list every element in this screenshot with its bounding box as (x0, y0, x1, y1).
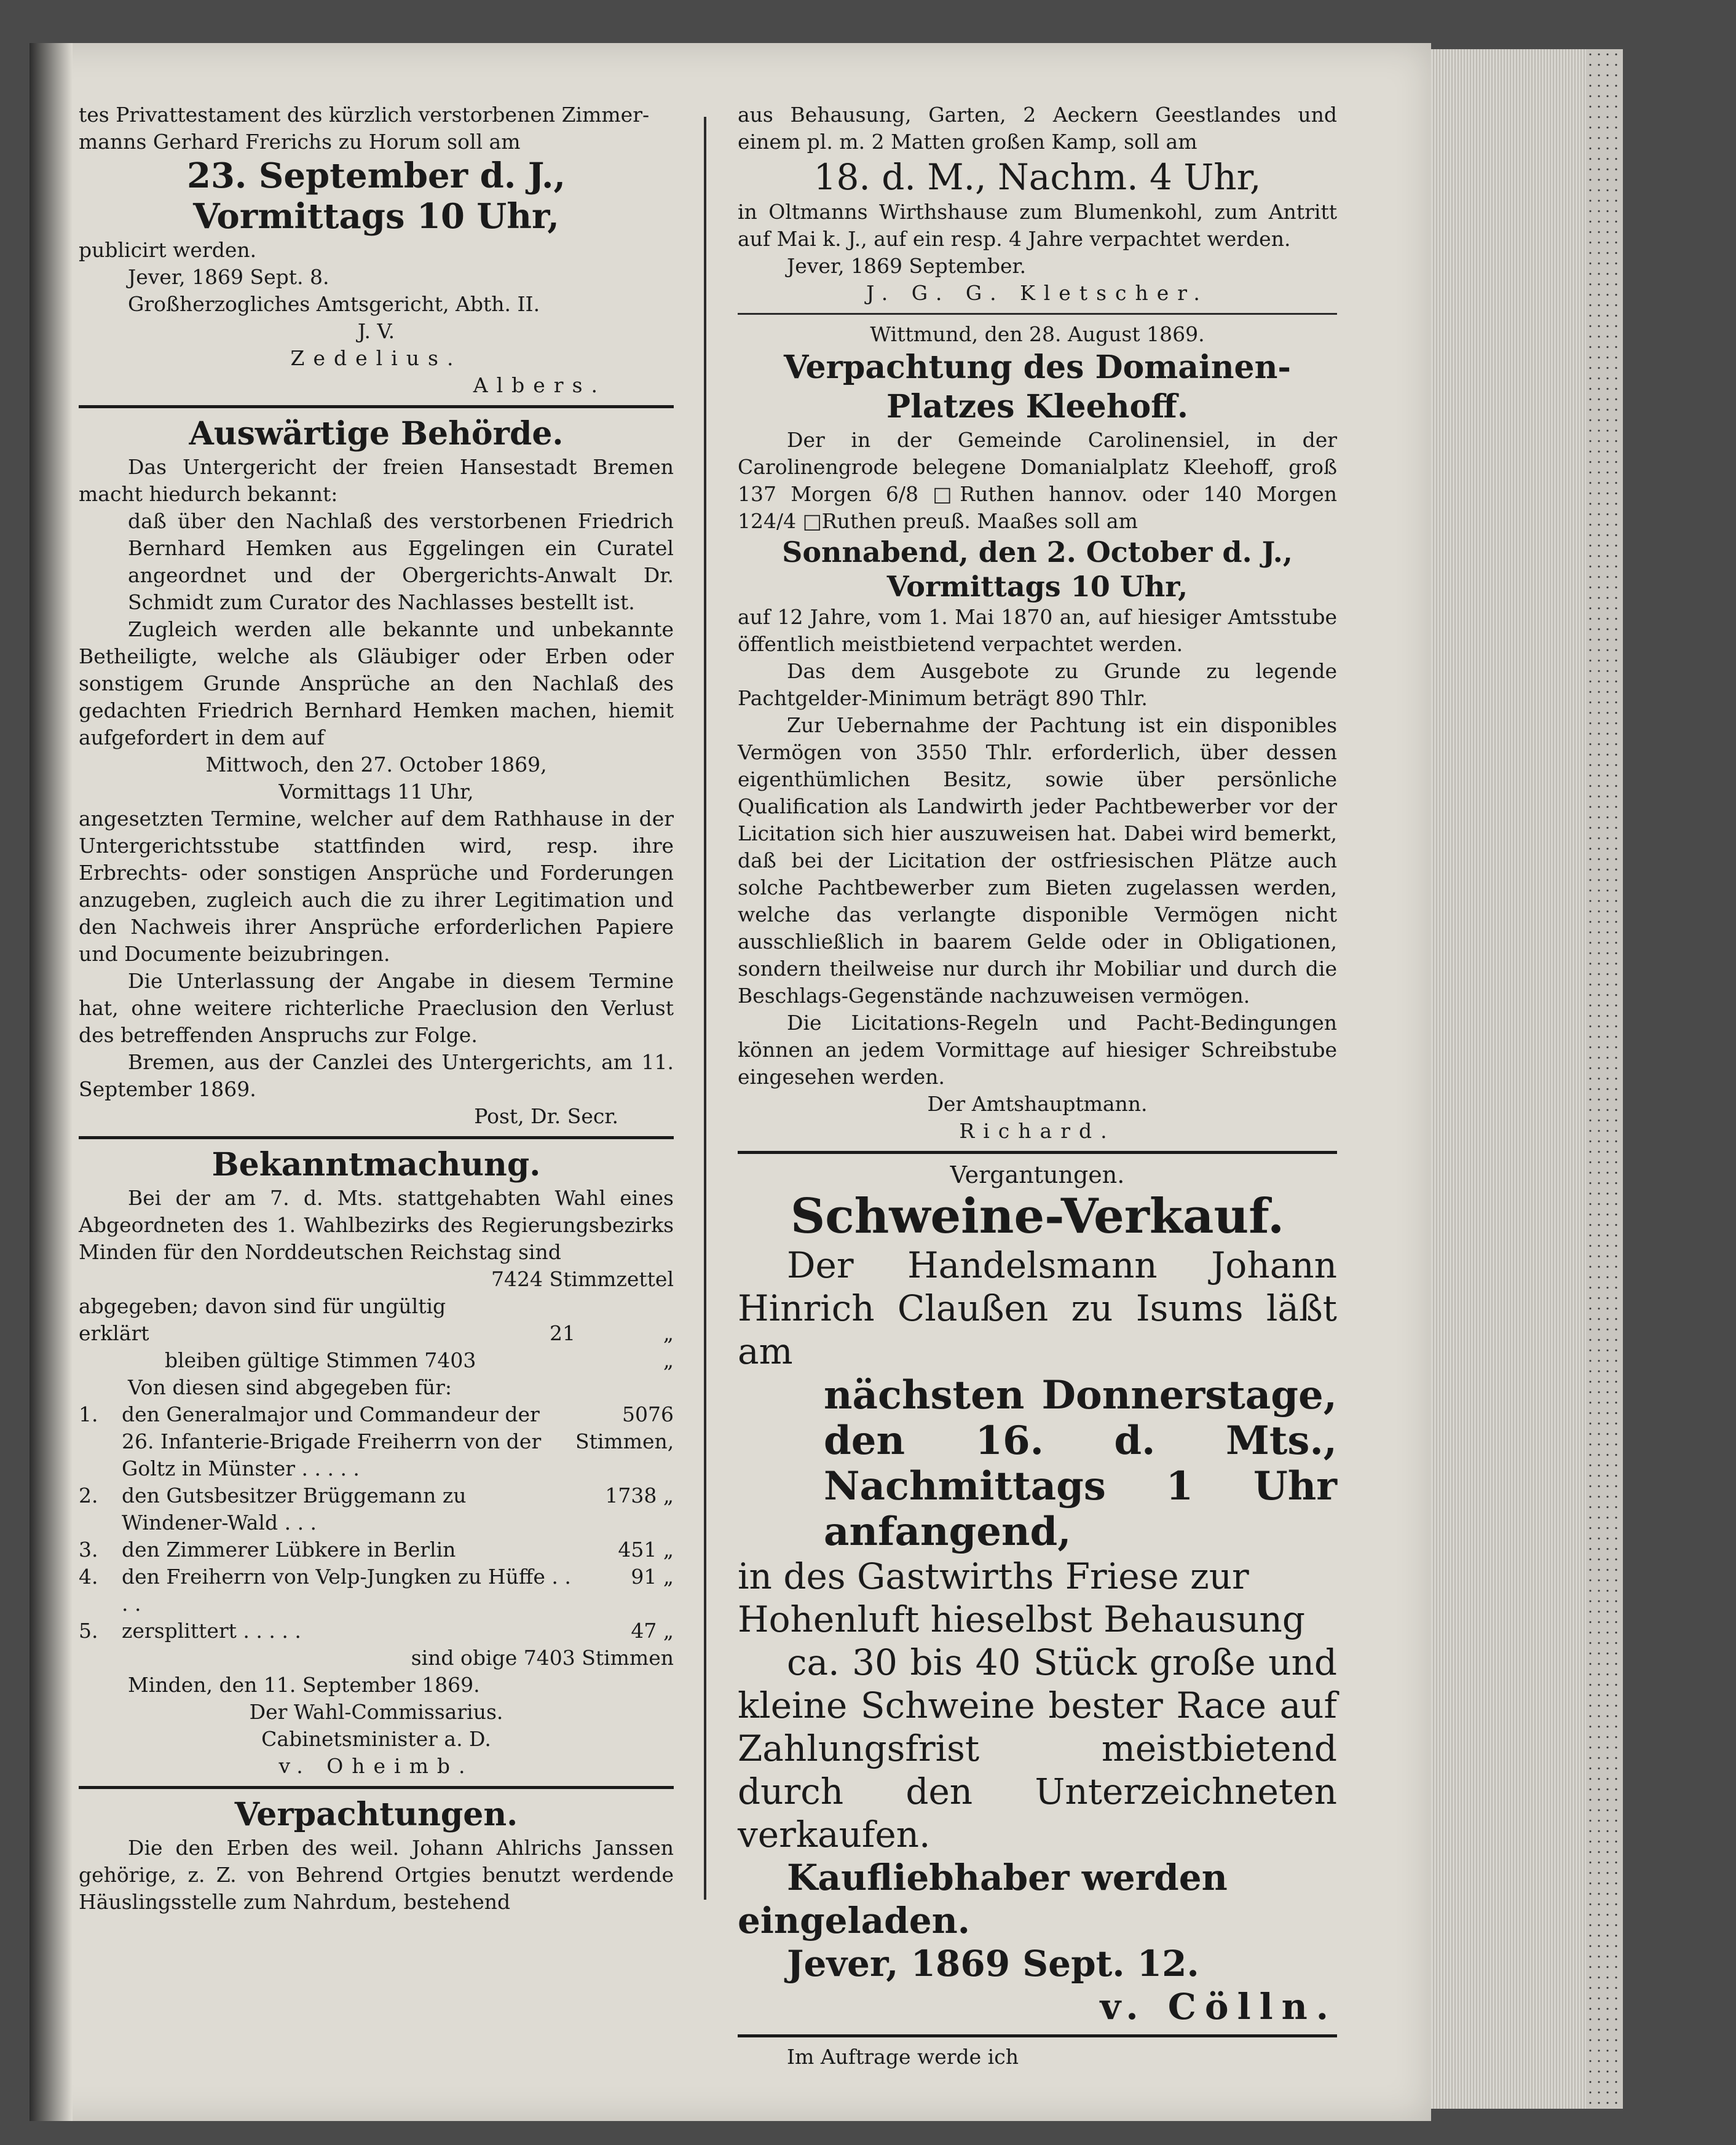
section-rule (738, 313, 1337, 315)
notice-date: nächsten Donnerstage, den 16. d. Mts., Nachmittags 1 Uhr anfangend, (824, 1372, 1337, 1555)
signature: J. G. G. Kletscher. (866, 281, 1209, 305)
vote-number: 1. (79, 1402, 98, 1426)
vote-list (79, 1401, 674, 1645)
notice-commission (738, 2044, 1337, 2071)
paragraph: Die den Erben des weil. Johann Ahlrichs Janssen gehörige, z. Z. von Behrend Ortgies benutzt werdende Häuslingsstelle zum Nahrdum, bestehend (79, 1836, 674, 1914)
right-column (738, 101, 1337, 2071)
vote-number: 4. (79, 1565, 98, 1589)
place-date: Jever, 1869 Sept. 8. (128, 265, 329, 289)
notice-bremen (79, 414, 674, 1130)
title: Cabinetsminister a. D. (261, 1727, 491, 1751)
vote-count: 47 „ (631, 1619, 674, 1643)
vote-candidate: den Freiherrn von Velp-Jungken zu Hüffe . . . . (122, 1565, 571, 1616)
section-heading: Auswärtige Behörde. (189, 415, 564, 452)
section-rule (738, 1151, 1337, 1154)
notice-time: Vormittags 10 Uhr, (886, 570, 1188, 603)
text-line: Von diesen sind abgegeben für: (128, 1375, 452, 1399)
paragraph: Bei der am 7. d. Mts. stattgehabten Wahl eines Abgeordneten des 1. Wahlbezirks des Regierungsbezirks Minden für den Norddeutschen Reichstag sind (79, 1186, 674, 1264)
notice-horum-lease (738, 101, 1337, 307)
paragraph: Die Unterlassung der Angabe in diesem Termine hat, ohne weitere richterliche Praeclusion den Verlust des betreffenden Anspruchs zur Folge. (79, 969, 674, 1047)
court-name: Großherzogliches Amtsgericht, Abth. II. (128, 292, 540, 316)
section-rule (79, 405, 674, 408)
ditto: „ (663, 1321, 674, 1345)
paragraph: daß über den Nachlaß des verstorbenen Friedrich Bernhard Hemken aus Eggelingen ein Curatel angeordnet und der Obergerichts-Anwalt Dr. Schmidt zum Curator des Nachlasses bestellt ist. (128, 509, 674, 614)
notice-date: Sonnabend, den 2. October d. J., (782, 535, 1293, 569)
section-rule (79, 1786, 674, 1789)
office: Der Wahl-Commissarius. (249, 1700, 503, 1724)
notice-date: 23. September d. J., (187, 156, 566, 196)
paragraph: Das dem Ausgebote zu Grunde zu legende Pachtgelder-Minimum beträgt 890 Thlr. (738, 659, 1337, 710)
paragraph: Im Auftrage werde ich (787, 2045, 1019, 2069)
paragraph: Das Untergericht der freien Hansestadt Bremen macht hiedurch bekannt: (79, 455, 674, 506)
vote-number: 3. (79, 1538, 98, 1562)
paragraph: in Oltmanns Wirthshause zum Blumenkohl, zum Antritt auf Mai k. J., auf ein resp. 4 Jahre verpachtet werden. (738, 200, 1337, 251)
vote-candidate: den Generalmajor und Commandeur der 26. Infanterie-Brigade Freiherrn von der Goltz in Münster . . . . . (122, 1402, 542, 1480)
vote-row (79, 1536, 674, 1563)
text-line: manns Gerhard Frerichs zu Horum soll am (79, 130, 521, 154)
paragraph: Kaufliebhaber werden eingeladen. (738, 1857, 1228, 1942)
notice-election (79, 1145, 674, 1780)
paragraph: Zugleich werden alle bekannte und unbekannte Betheiligte, welche als Gläubiger oder Erben oder sonstigem Grunde Ansprüche an den Nachlaß des gedachten Friedrich Bernhard Hemken machen, hiemit aufgefordert in dem auf (79, 617, 674, 749)
vote-number: 2. (79, 1483, 98, 1507)
vote-row (79, 1618, 674, 1645)
paragraph: auf 12 Jahre, vom 1. Mai 1870 an, auf hiesiger Amtsstube öffentlich meistbietend verpachtet werden. (738, 605, 1337, 656)
text-line: tes Privattestament des kürzlich verstorbenen Zimmer- (79, 103, 650, 127)
paragraph: Bremen, aus der Canzlei des Untergerichts, am 11. September 1869. (79, 1050, 674, 1101)
text-line: publicirt werden. (79, 238, 257, 262)
signature: Zedelius. (290, 346, 462, 370)
notice-kleehoff (738, 321, 1337, 1145)
valid-row (79, 1347, 674, 1374)
total-ballots: 7424 Stimmzettel (491, 1267, 674, 1291)
vote-row (79, 1401, 674, 1482)
notice-pig-sale (738, 1160, 1337, 2028)
vote-row (79, 1563, 674, 1618)
section-heading: Verpachtung des Domainen-Platzes Kleehoff. (783, 349, 1292, 425)
dateline: Wittmund, den 28. August 1869. (870, 322, 1205, 346)
paragraph: Zur Uebernahme der Pachtung ist ein disponibles Vermögen von 3550 Thlr. erforderlich, über dessen eigenthümlichen Besitz, sowie über persönliche Qualification als Landwirth jeder Pachtbewerber vor der Licitation sich hier auszuweisen hat. Dabei wird bemerkt, daß bei der Licitation der ostfriesischen Plätze auch solche Pachtbewerber zum Bieten zugelassen werden, welche das verlangte disponible Vermögen nicht ausschließlich in baarem Gelde oder in Obligationen, sondern theilweise nur durch ihr Mobiliar und durch die Beschlags-Gegenstände nachzuweisen vermögen. (738, 713, 1337, 1008)
vote-count: 5076 Stimmen, (575, 1402, 674, 1453)
paragraph: ca. 30 bis 40 Stück große und kleine Schweine bester Race auf Zahlungsfrist meistbietend durch den Unterzeichneten verkaufen. (738, 1641, 1337, 1855)
label: bleiben gültige Stimmen 7403 (165, 1348, 476, 1372)
signature: v. Cölln. (1100, 1986, 1337, 2028)
text-line: abgegeben; davon sind für ungültig (79, 1294, 446, 1318)
section-heading: Verpachtungen. (234, 1796, 518, 1833)
ditto: „ (663, 1348, 674, 1372)
sum-line: sind obige 7403 Stimmen (411, 1646, 674, 1670)
vote-candidate: zersplittert . . . . . (122, 1619, 301, 1643)
notice-time: Vormittags 11 Uhr, (278, 780, 474, 804)
signature: v. Oheimb. (278, 1754, 474, 1778)
paragraph: Der in der Gemeinde Carolinensiel, in der Carolinengrode belegene Domanialplatz Kleehoff, groß 137 Morgen 6/8 □Ruthen hannov. oder 140 Morgen 124/4 □Ruthen preuß. Maaßes soll am (738, 428, 1337, 533)
binding-shadow (30, 43, 73, 2121)
place-date: Minden, den 11. September 1869. (128, 1673, 480, 1697)
notice-date: Mittwoch, den 27. October 1869, (205, 753, 547, 776)
invalid-row (79, 1320, 674, 1347)
book-edge (1586, 49, 1623, 2109)
vote-number: 5. (79, 1619, 98, 1643)
paragraph: Der Handelsmann Johann Hinrich Claußen zu Isums läßt am (738, 1244, 1337, 1372)
vote-candidate: den Zimmerer Lübkere in Berlin (122, 1538, 456, 1562)
place-date: Jever, 1869 Sept. 12. (787, 1943, 1199, 1985)
signature-initials: J. V. (357, 319, 395, 343)
signature: Richard. (959, 1119, 1116, 1143)
paragraph: Die Licitations-Regeln und Pacht-Bedingungen können an jedem Vormittage auf hiesiger Schreibstube eingesehen werden. (738, 1011, 1337, 1089)
office: Der Amtshauptmann. (927, 1092, 1148, 1116)
signature: Albers. (473, 373, 606, 397)
section-heading: Schweine-Verkauf. (790, 1188, 1285, 1244)
notice-time: Vormittags 10 Uhr, (193, 196, 559, 237)
column-divider (704, 117, 706, 1900)
place-date: Jever, 1869 September. (787, 254, 1027, 278)
section-label: Vergantungen. (950, 1161, 1125, 1188)
section-rule (79, 1136, 674, 1139)
signature: Post, Dr. Secr. (474, 1104, 618, 1128)
paragraph: angesetzten Termine, welcher auf dem Rathhause in der Untergerichtsstube stattfinden wird, resp. ihre Erbrechts- oder sonstigen Ansprüche und Forderungen anzugeben, zugleich auch die zu ihrer Legitimation und den Nachweis ihrer Ansprüche erforderlichen Papiere und Documente beizubringen. (79, 807, 674, 966)
paragraph: aus Behausung, Garten, 2 Aeckern Geestlandes und einem pl. m. 2 Matten großen Kamp, soll am (738, 103, 1337, 154)
value: 21 (550, 1321, 575, 1345)
notice-date: 18. d. M., Nachm. 4 Uhr, (813, 156, 1261, 198)
notice-leases (79, 1795, 674, 1916)
vote-candidate: den Gutsbesitzer Brüggemann zu Windener-Wald . . . (122, 1483, 467, 1535)
notice-testament (79, 101, 674, 399)
vote-count: 451 „ (618, 1538, 674, 1562)
vote-count: 91 „ (631, 1565, 674, 1589)
section-rule (738, 2034, 1337, 2037)
paragraph: in des Gastwirths Friese zur Hohenluft hieselbst Behausung (738, 1555, 1305, 1640)
section-heading: Bekanntmachung. (211, 1146, 541, 1183)
vote-row (79, 1482, 674, 1536)
left-column (79, 101, 674, 1916)
label: erklärt (79, 1321, 149, 1345)
vote-count: 1738 „ (605, 1483, 674, 1507)
